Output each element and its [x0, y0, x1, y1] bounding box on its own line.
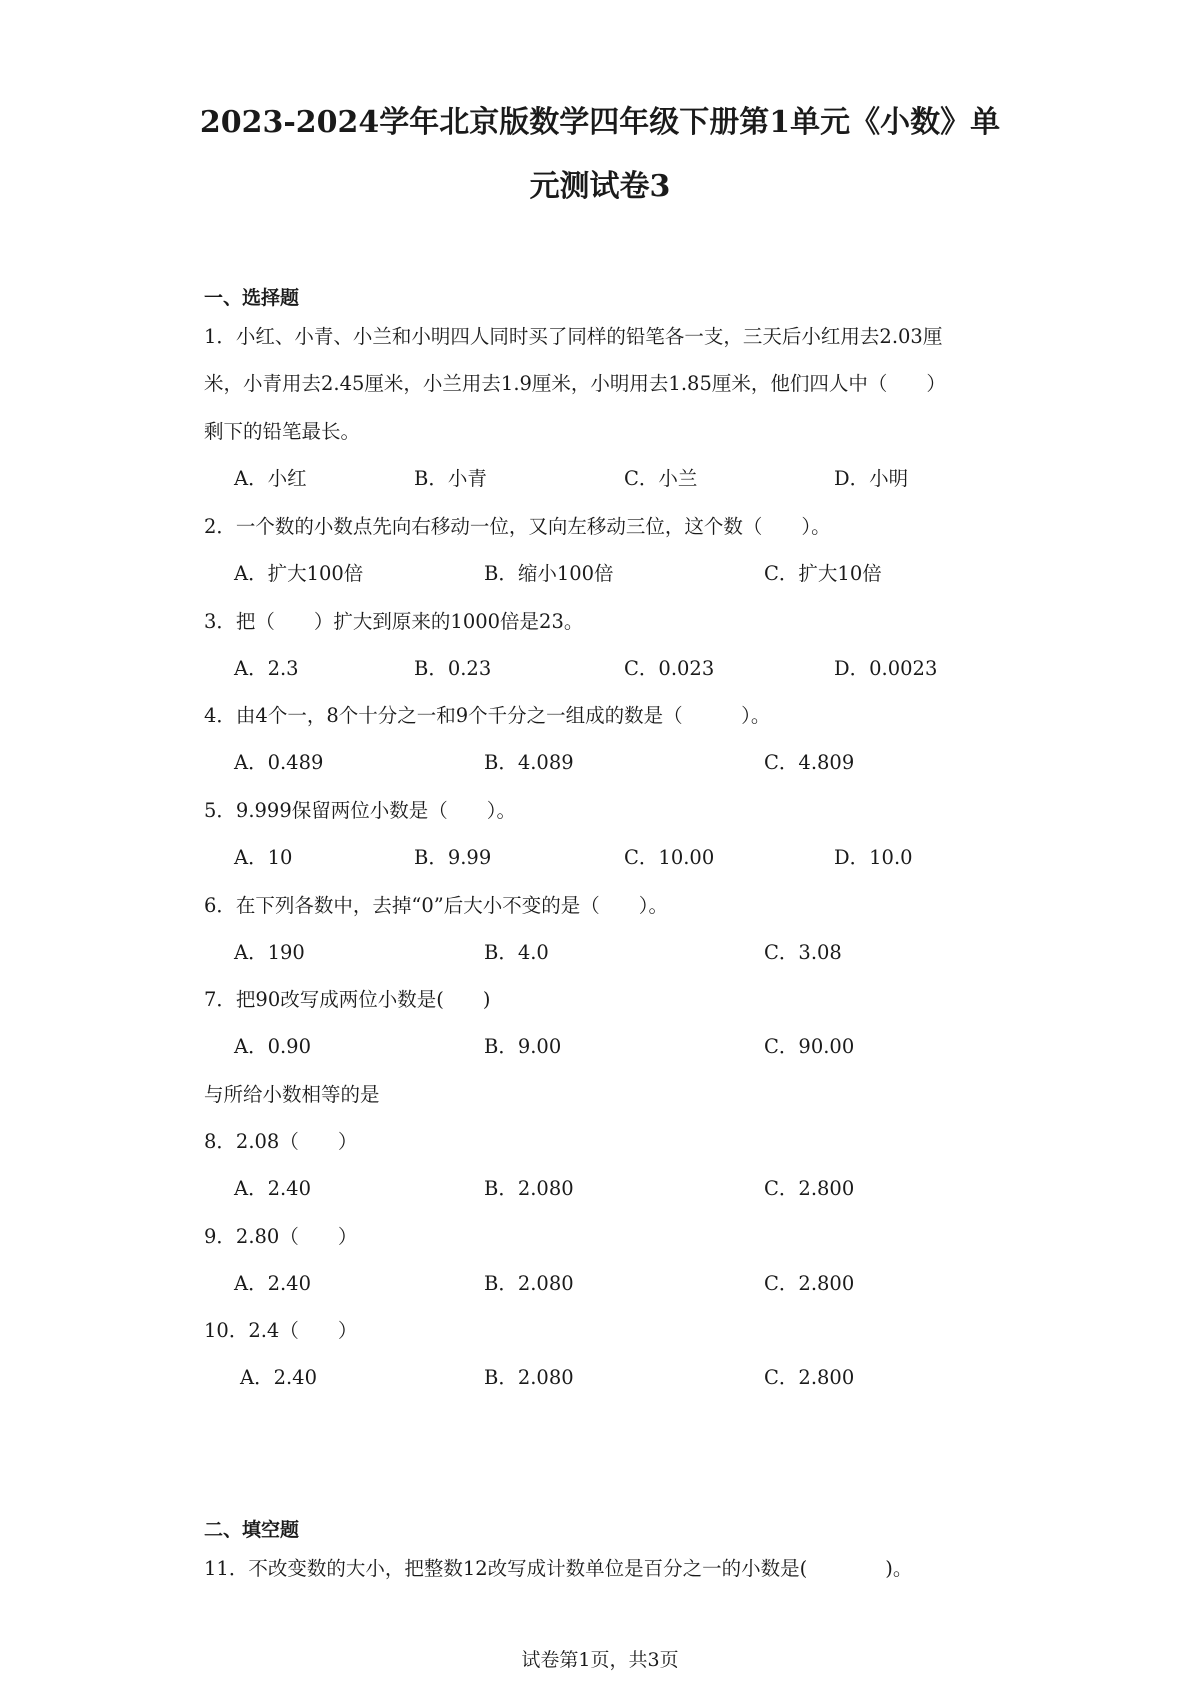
question-3-option-d: D．0.0023 [834, 657, 938, 680]
question-group-intro: 与所给小数相等的是 [204, 1083, 380, 1106]
question-10-option-b: B．2.080 [484, 1366, 574, 1389]
question-4-option-c: C．4.809 [764, 751, 855, 774]
question-1-text-line-1: 1．小红、小青、小兰和小明四人同时买了同样的铅笔各一支，三天后小红用去2.03厘 [204, 325, 943, 348]
question-1-option-d: D．小明 [834, 467, 909, 490]
question-7-text: 7．把90改写成两位小数是( ) [204, 988, 491, 1011]
question-1-text-line-2: 米，小青用去2.45厘米，小兰用去1.9厘米，小明用去1.85厘米，他们四人中（ ） [204, 372, 946, 395]
exam-title-line-1: 2023-2024学年北京版数学四年级下册第1单元《小数》单 [199, 105, 1001, 140]
question-4-option-a: A．0.489 [234, 751, 324, 774]
question-11-text: 11．不改变数的大小，把整数12改写成计数单位是百分之一的小数是( )。 [204, 1557, 913, 1580]
question-6-option-a: A．190 [234, 941, 305, 964]
question-5-option-d: D．10.0 [834, 846, 913, 869]
question-4-option-b: B．4.089 [484, 751, 574, 774]
question-10-text: 10．2.4（ ） [204, 1319, 358, 1342]
question-4-text: 4．由4个一，8个十分之一和9个千分之一组成的数是（ ）。 [204, 704, 771, 727]
question-10-option-a: A．2.40 [240, 1366, 318, 1389]
question-2-option-c: C．扩大10倍 [764, 562, 882, 585]
question-6-option-c: C．3.08 [764, 941, 842, 964]
question-9-option-c: C．2.800 [764, 1272, 855, 1295]
question-5-option-a: A．10 [234, 846, 293, 869]
question-1-option-c: C．小兰 [624, 467, 698, 490]
question-7-option-c: C．90.00 [764, 1035, 855, 1058]
question-5-text: 5．9.999保留两位小数是（ ）。 [204, 799, 516, 822]
question-3-option-c: C．0.023 [624, 657, 715, 680]
question-8-text: 8．2.08（ ） [204, 1130, 358, 1153]
page-footer: 试卷第1页，共3页 [521, 1649, 679, 1671]
question-6-text: 6．在下列各数中，去掉“0”后大小不变的是（ ）。 [204, 894, 669, 917]
question-8-option-c: C．2.800 [764, 1177, 855, 1200]
question-9-option-a: A．2.40 [234, 1272, 312, 1295]
question-2-option-a: A．扩大100倍 [234, 562, 364, 585]
section-heading-choice: 一、选择题 [204, 287, 300, 309]
question-1-option-b: B．小青 [414, 467, 487, 490]
question-3-text: 3．把（ ）扩大到原来的1000倍是23。 [204, 610, 584, 633]
section-heading-fill: 二、填空题 [204, 1519, 300, 1541]
question-3-option-b: B．0.23 [414, 657, 492, 680]
question-5-option-b: B．9.99 [414, 846, 492, 869]
question-2-text: 2．一个数的小数点先向右移动一位，又向左移动三位，这个数（ ）。 [204, 515, 831, 538]
question-8-option-a: A．2.40 [234, 1177, 312, 1200]
question-7-option-a: A．0.90 [234, 1035, 312, 1058]
question-6-option-b: B．4.0 [484, 941, 549, 964]
question-7-option-b: B．9.00 [484, 1035, 562, 1058]
exam-title-line-2: 元测试卷3 [529, 169, 671, 204]
question-9-text: 9．2.80（ ） [204, 1225, 358, 1248]
question-5-option-c: C．10.00 [624, 846, 715, 869]
question-1-option-a: A．小红 [234, 467, 307, 490]
question-3-option-a: A．2.3 [234, 657, 299, 680]
question-1-text-line-3: 剩下的铅笔最长。 [204, 420, 361, 443]
question-8-option-b: B．2.080 [484, 1177, 574, 1200]
question-10-option-c: C．2.800 [764, 1366, 855, 1389]
question-2-option-b: B．缩小100倍 [484, 562, 614, 585]
question-9-option-b: B．2.080 [484, 1272, 574, 1295]
